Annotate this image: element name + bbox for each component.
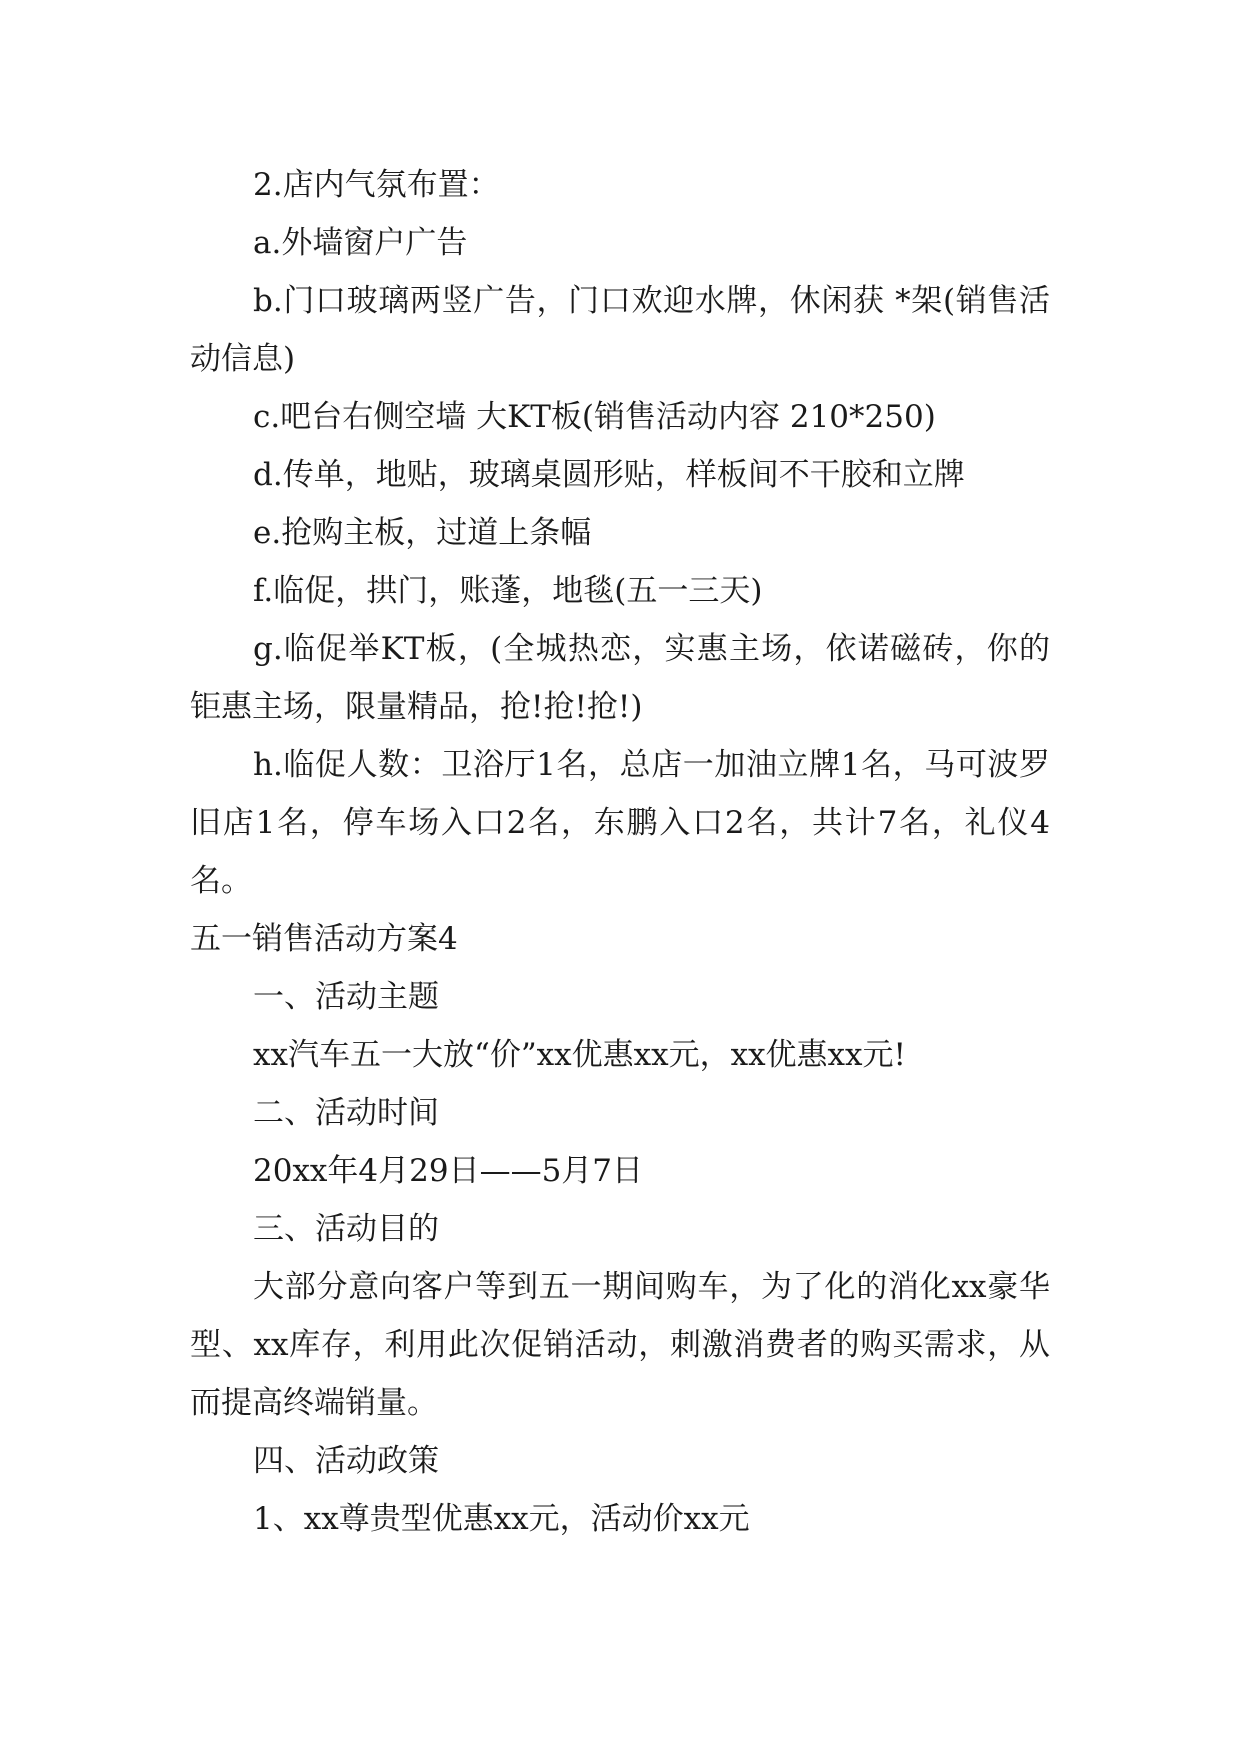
list-item-c: c.吧台右侧空墙 大KT板(销售活动内容 210*250) — [253, 399, 936, 435]
list-item-f: f.临促，拱门，账蓬，地毯(五一三天) — [253, 573, 763, 609]
list-item-e: e.抢购主板，过道上条幅 — [253, 515, 592, 551]
paragraph-theme: xx汽车五一大放“价”xx优惠xx元，xx优惠xx元! — [253, 1037, 906, 1073]
subheading-theme: 一、活动主题 — [253, 979, 439, 1015]
subheading-policy: 四、活动政策 — [253, 1443, 439, 1479]
list-item-h: h.临促人数：卫浴厅1名，总店一加油立牌1名，马可波罗旧店1名，停车场入口2名，东鹏入口2名，共计7名，礼仪4名。 — [190, 747, 1050, 899]
list-item-d: d.传单，地贴，玻璃桌圆形贴，样板间不干胶和立牌 — [253, 457, 965, 493]
section-title: 五一销售活动方案4 — [190, 921, 458, 957]
paragraph-purpose: 大部分意向客户等到五一期间购车，为了化的消化xx豪华型、xx库存，利用此次促销活动，刺激消费者的购买需求，从而提高终端销量。 — [190, 1269, 1050, 1421]
subheading-time: 二、活动时间 — [253, 1095, 439, 1131]
subheading-purpose: 三、活动目的 — [253, 1211, 439, 1247]
paragraph-policy-1: 1、xx尊贵型优惠xx元，活动价xx元 — [253, 1501, 750, 1537]
list-item-a: a.外墙窗户广告 — [253, 225, 468, 261]
paragraph-time: 20xx年4月29日——5月7日 — [253, 1153, 644, 1189]
paragraph-atmosphere-heading: 2.店内气氛布置： — [253, 167, 500, 203]
document-body — [190, 156, 1050, 1548]
list-item-b: b.门口玻璃两竖广告，门口欢迎水牌，休闲获 *架(销售活动信息) — [190, 283, 1050, 377]
list-item-g: g.临促举KT板，(全城热恋，实惠主场，依诺磁砖，你的钜惠主场，限量精品，抢!抢!抢!) — [190, 631, 1050, 725]
